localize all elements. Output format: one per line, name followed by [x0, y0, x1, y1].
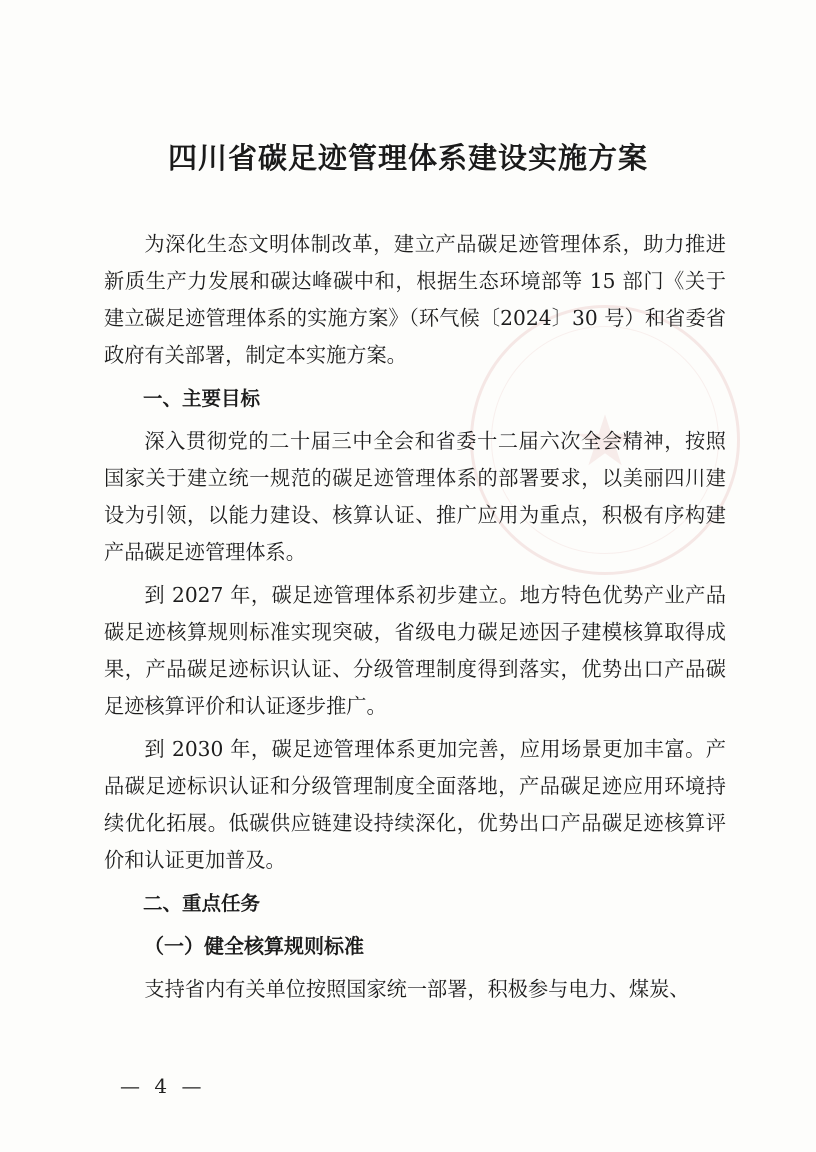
paragraph-goals-overview: 深入贯彻党的二十届三中全会和省委十二届六次全会精神，按照国家关于建立统一规范的碳足迹管理体系的部署要求，以美丽四川建设为引领，以能力建设、核算认证、推广应用为重点，积极有序构建产品碳足迹管理体系。 [104, 429, 726, 564]
document-body [104, 226, 726, 1008]
section-heading-main-goals: 一、主要目标 [143, 387, 261, 410]
paragraph-goals-2027: 到 2027 年，碳足迹管理体系初步建立。地方特色优势产业产品碳足迹核算规则标准实现突破，省级电力碳足迹因子建模核算取得成果，产品碳足迹标识认证、分级管理制度得到落实，优势出口产品碳足迹核算评价和认证逐步推广。 [104, 583, 726, 718]
document-title: 四川省碳足迹管理体系建设实施方案 [167, 141, 648, 175]
paragraph-goals-2030: 到 2030 年，碳足迹管理体系更加完善，应用场景更加丰富。产品碳足迹标识认证和分级管理制度全面落地，产品碳足迹应用环境持续优化拓展。低碳供应链建设持续深化，优势出口产品碳足迹核算评价和认证更加普及。 [104, 737, 726, 872]
paragraph-accounting-rules: 支持省内有关单位按照国家统一部署，积极参与电力、煤炭、 [144, 977, 690, 1001]
page-number: — 4 — [120, 1074, 206, 1098]
section-heading-key-tasks: 二、重点任务 [143, 892, 261, 915]
intro-paragraph: 为深化生态文明体制改革，建立产品碳足迹管理体系，助力推进新质生产力发展和碳达峰碳中和，根据生态环境部等 15 部门《关于建立碳足迹管理体系的实施方案》（环气候〔2024〕30 号）和省委省政府有关部署，制定本实施方案。 [104, 232, 726, 367]
seal-star-icon: ★ [573, 400, 637, 482]
subsection-heading-accounting-rules: （一）健全核算规则标准 [144, 934, 364, 958]
